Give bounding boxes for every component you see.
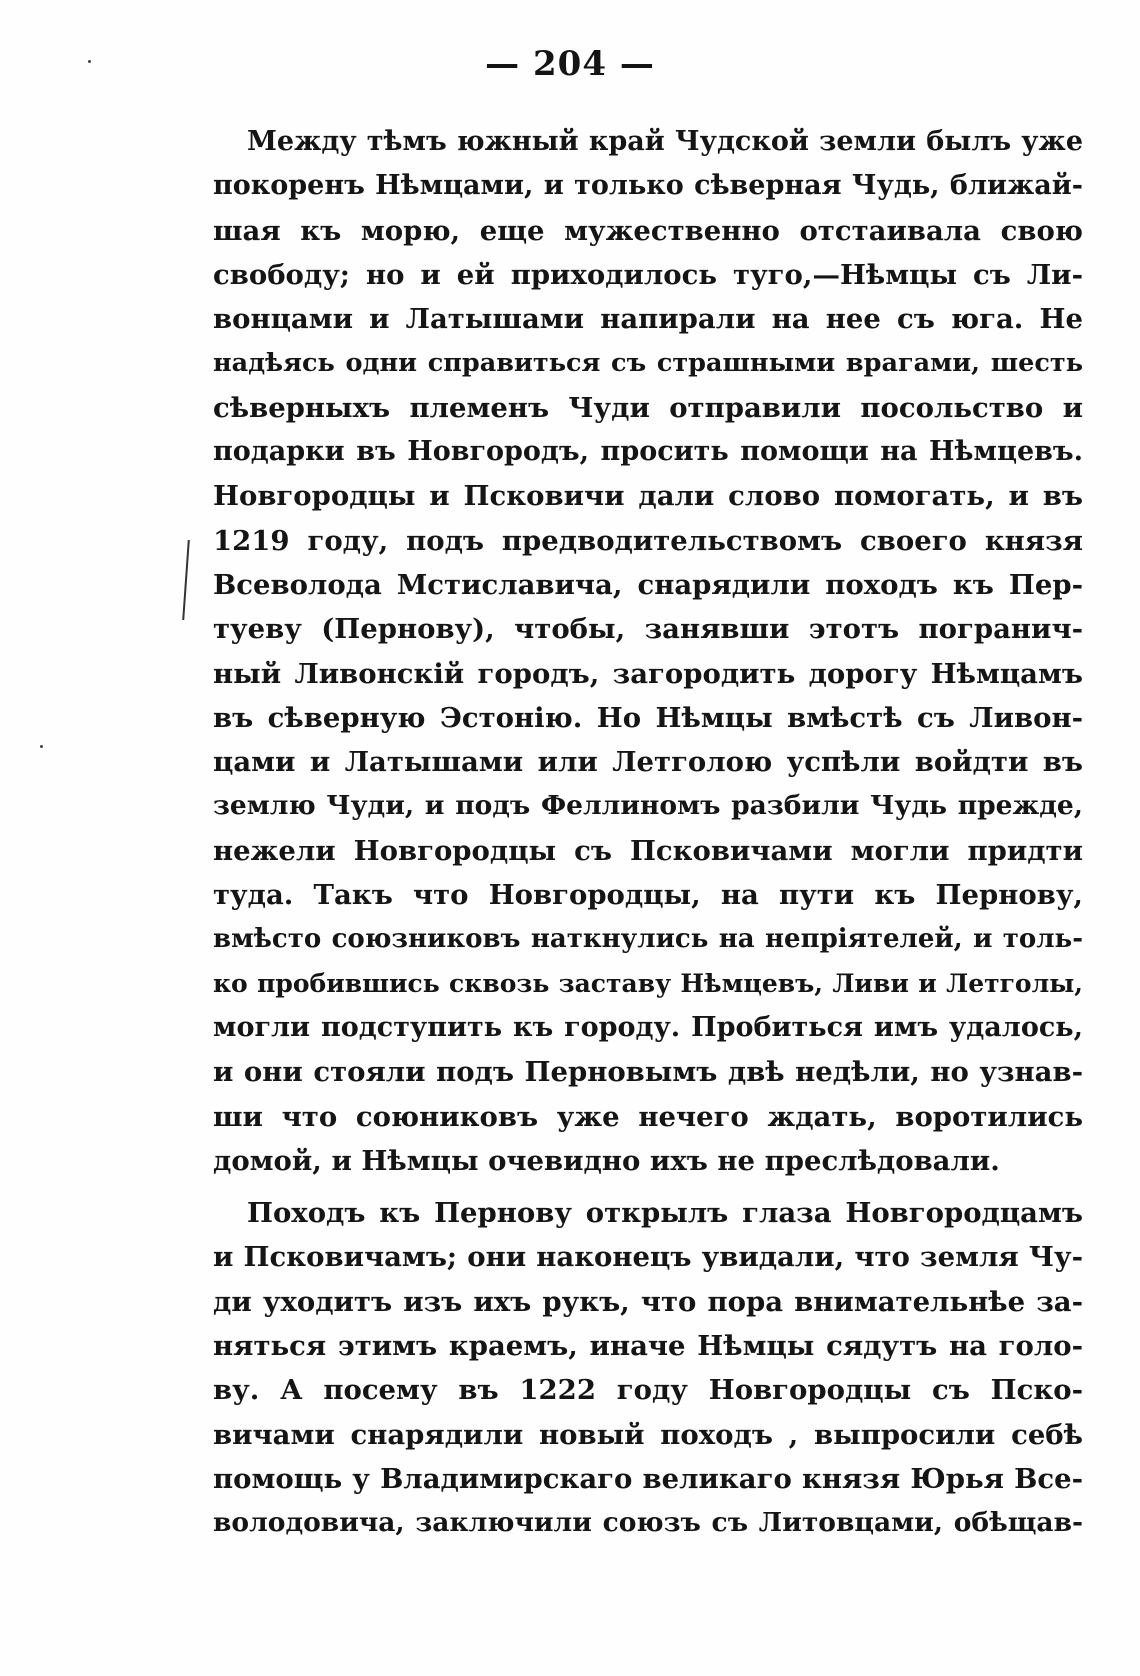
text-line: ди уходитъ изъ ихъ рукъ, что пора внимательнѣе за- bbox=[213, 1285, 1083, 1318]
text-line: няться этимъ краемъ, иначе Нѣмцы сядутъ на голо- bbox=[213, 1330, 1083, 1363]
text-line: вонцами и Латышами напирали на нее съ юга. Не bbox=[213, 303, 1083, 336]
text-line: покоренъ Нѣмцами, и только сѣверная Чудь, ближай- bbox=[213, 170, 1083, 202]
text-line: помощь у Владимирскаго великаго князя Юрья Все- bbox=[213, 1462, 1083, 1495]
text-line: могли подступить къ городу. Пробиться имъ удалось, bbox=[213, 1011, 1083, 1043]
text-line: туеву (Пернову), чтобы, занявши этотъ погранич- bbox=[213, 613, 1083, 646]
paragraph-1 bbox=[213, 120, 1083, 1183]
text-line: и они стояли подъ Перновымъ двѣ недѣли, но узнав- bbox=[213, 1056, 1083, 1089]
paragraph-2 bbox=[213, 1191, 1083, 1545]
text-line: свободу; но и ей приходилось туго,—Нѣмцы съ Ли- bbox=[213, 258, 1083, 291]
paper-speck bbox=[88, 60, 91, 63]
page-number: — 204 — bbox=[485, 44, 655, 84]
body-text bbox=[213, 120, 1083, 1546]
text-line: цами и Латышами или Летголою успѣли войдти въ bbox=[213, 746, 1083, 779]
text-line: нежели Новгородцы съ Псковичами могли придти bbox=[213, 834, 1083, 867]
text-line: володовича, заключили союзъ съ Литовцами, обѣщав- bbox=[213, 1507, 1083, 1539]
paragraph-gap bbox=[213, 1183, 1083, 1191]
text-line: ву. А посему въ 1222 году Новгородцы съ Пско- bbox=[213, 1374, 1083, 1407]
text-line: и Псковичамъ; они наконецъ увидали, что земля Чу- bbox=[213, 1241, 1083, 1274]
text-line: ко пробившись сквозь заставу Нѣмцевъ, Ливи и Летголы, bbox=[213, 968, 1083, 998]
paper-speck bbox=[40, 745, 43, 748]
text-line: ный Ливонскій городъ, загородить дорогу Нѣмцамъ bbox=[213, 657, 1083, 690]
text-line: туда. Такъ что Новгородцы, на пути къ Пернову, bbox=[213, 879, 1083, 912]
text-line: ши что союниковъ уже нечего ждать, воротились bbox=[213, 1100, 1083, 1133]
text-line: 1219 году, подъ предводительствомъ своего князя bbox=[213, 524, 1083, 557]
text-line: домой, и Нѣмцы очевидно ихъ не преслѣдовали. bbox=[213, 1144, 1000, 1177]
text-line: въ сѣверную Эстонію. Но Нѣмцы вмѣстѣ съ Ливон- bbox=[213, 701, 1083, 734]
text-line: Всеволода Мстиславича, снарядили походъ къ Пер- bbox=[213, 568, 1083, 601]
margin-pencil-mark bbox=[185, 540, 189, 620]
text-line: шая къ морю, еще мужественно отстаивала свою bbox=[213, 214, 1083, 247]
text-line: вмѣсто союзниковъ наткнулись на непріятелей, и толь- bbox=[213, 924, 1083, 955]
text-line: надѣясь одни справиться съ страшными врагами, шесть bbox=[213, 348, 1083, 379]
text-line: Походъ къ Пернову открылъ глаза Новгородцамъ bbox=[247, 1197, 1083, 1230]
text-line: Между тѣмъ южный край Чудской земли былъ уже bbox=[247, 126, 1083, 157]
text-line: подарки въ Новгородъ, просить помощи на Нѣмцевъ. bbox=[213, 436, 1083, 468]
text-line: Новгородцы и Псковичи дали слово помогать, и въ bbox=[213, 480, 1083, 513]
text-line: сѣверныхъ племенъ Чуди отправили посольство и bbox=[213, 391, 1083, 424]
text-line: вичами снарядили новый походъ , выпросили себѣ bbox=[213, 1418, 1083, 1451]
text-line: землю Чуди, и подъ Феллиномъ разбили Чудь прежде, bbox=[213, 790, 1083, 822]
